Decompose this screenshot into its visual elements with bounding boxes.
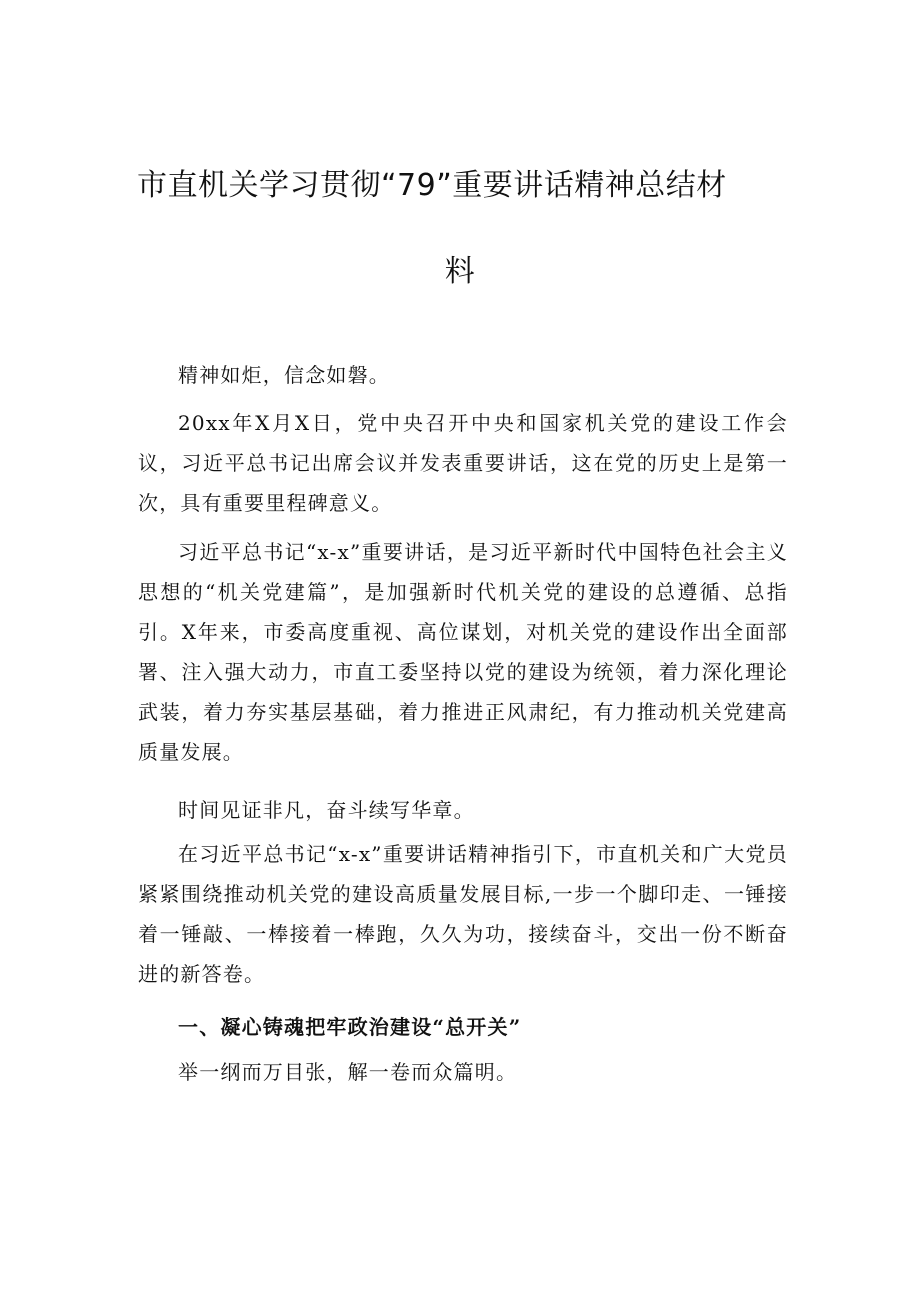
paragraph-3: 习近平总书记“x-x”重要讲话，是习近平新时代中国特色社会主义思想的“机关党建篇”，是加强新时代机关党的建设的总遵循、总指引。X年来，市委高度重视、高位谋划，对机关党的建设作出全面部署、注入强大动力，市直工委坚持以党的建设为统领，着力深化理论武装，着力夯实基层基础，着力推进正风肃纪，有力推动机关党建高质量发展。 (138, 540, 788, 764)
section-heading-1: 一、凝心铸魂把牢政治建设“总开关” (178, 1015, 522, 1039)
paragraph-1: 精神如炬，信念如磐。 (178, 363, 390, 387)
paragraph-6: 举一纲而万目张，解一卷而众篇明。 (178, 1060, 518, 1084)
document-title-line-1: 市直机关学习贯彻“79”重要讲话精神总结材 (137, 168, 727, 203)
paragraph-2: 20xx年X月X日，党中央召开中央和国家机关党的建设工作会议，习近平总书记出席会议并发表重要讲话，这在党的历史上是第一次，具有重要里程碑意义。 (138, 411, 788, 515)
document-title-line-2: 料 (444, 254, 476, 289)
paragraph-5: 在习近平总书记“x-x”重要讲话精神指引下，市直机关和广大党员紧紧围绕推动机关党的建设高质量发展目标,一步一个脚印走、一锤接着一锤敲、一棒接着一棒跑，久久为功，接续奋斗，交出一份不断奋进的新答卷。 (138, 842, 788, 986)
paragraph-4: 时间见证非凡，奋斗续写华章。 (178, 798, 475, 822)
